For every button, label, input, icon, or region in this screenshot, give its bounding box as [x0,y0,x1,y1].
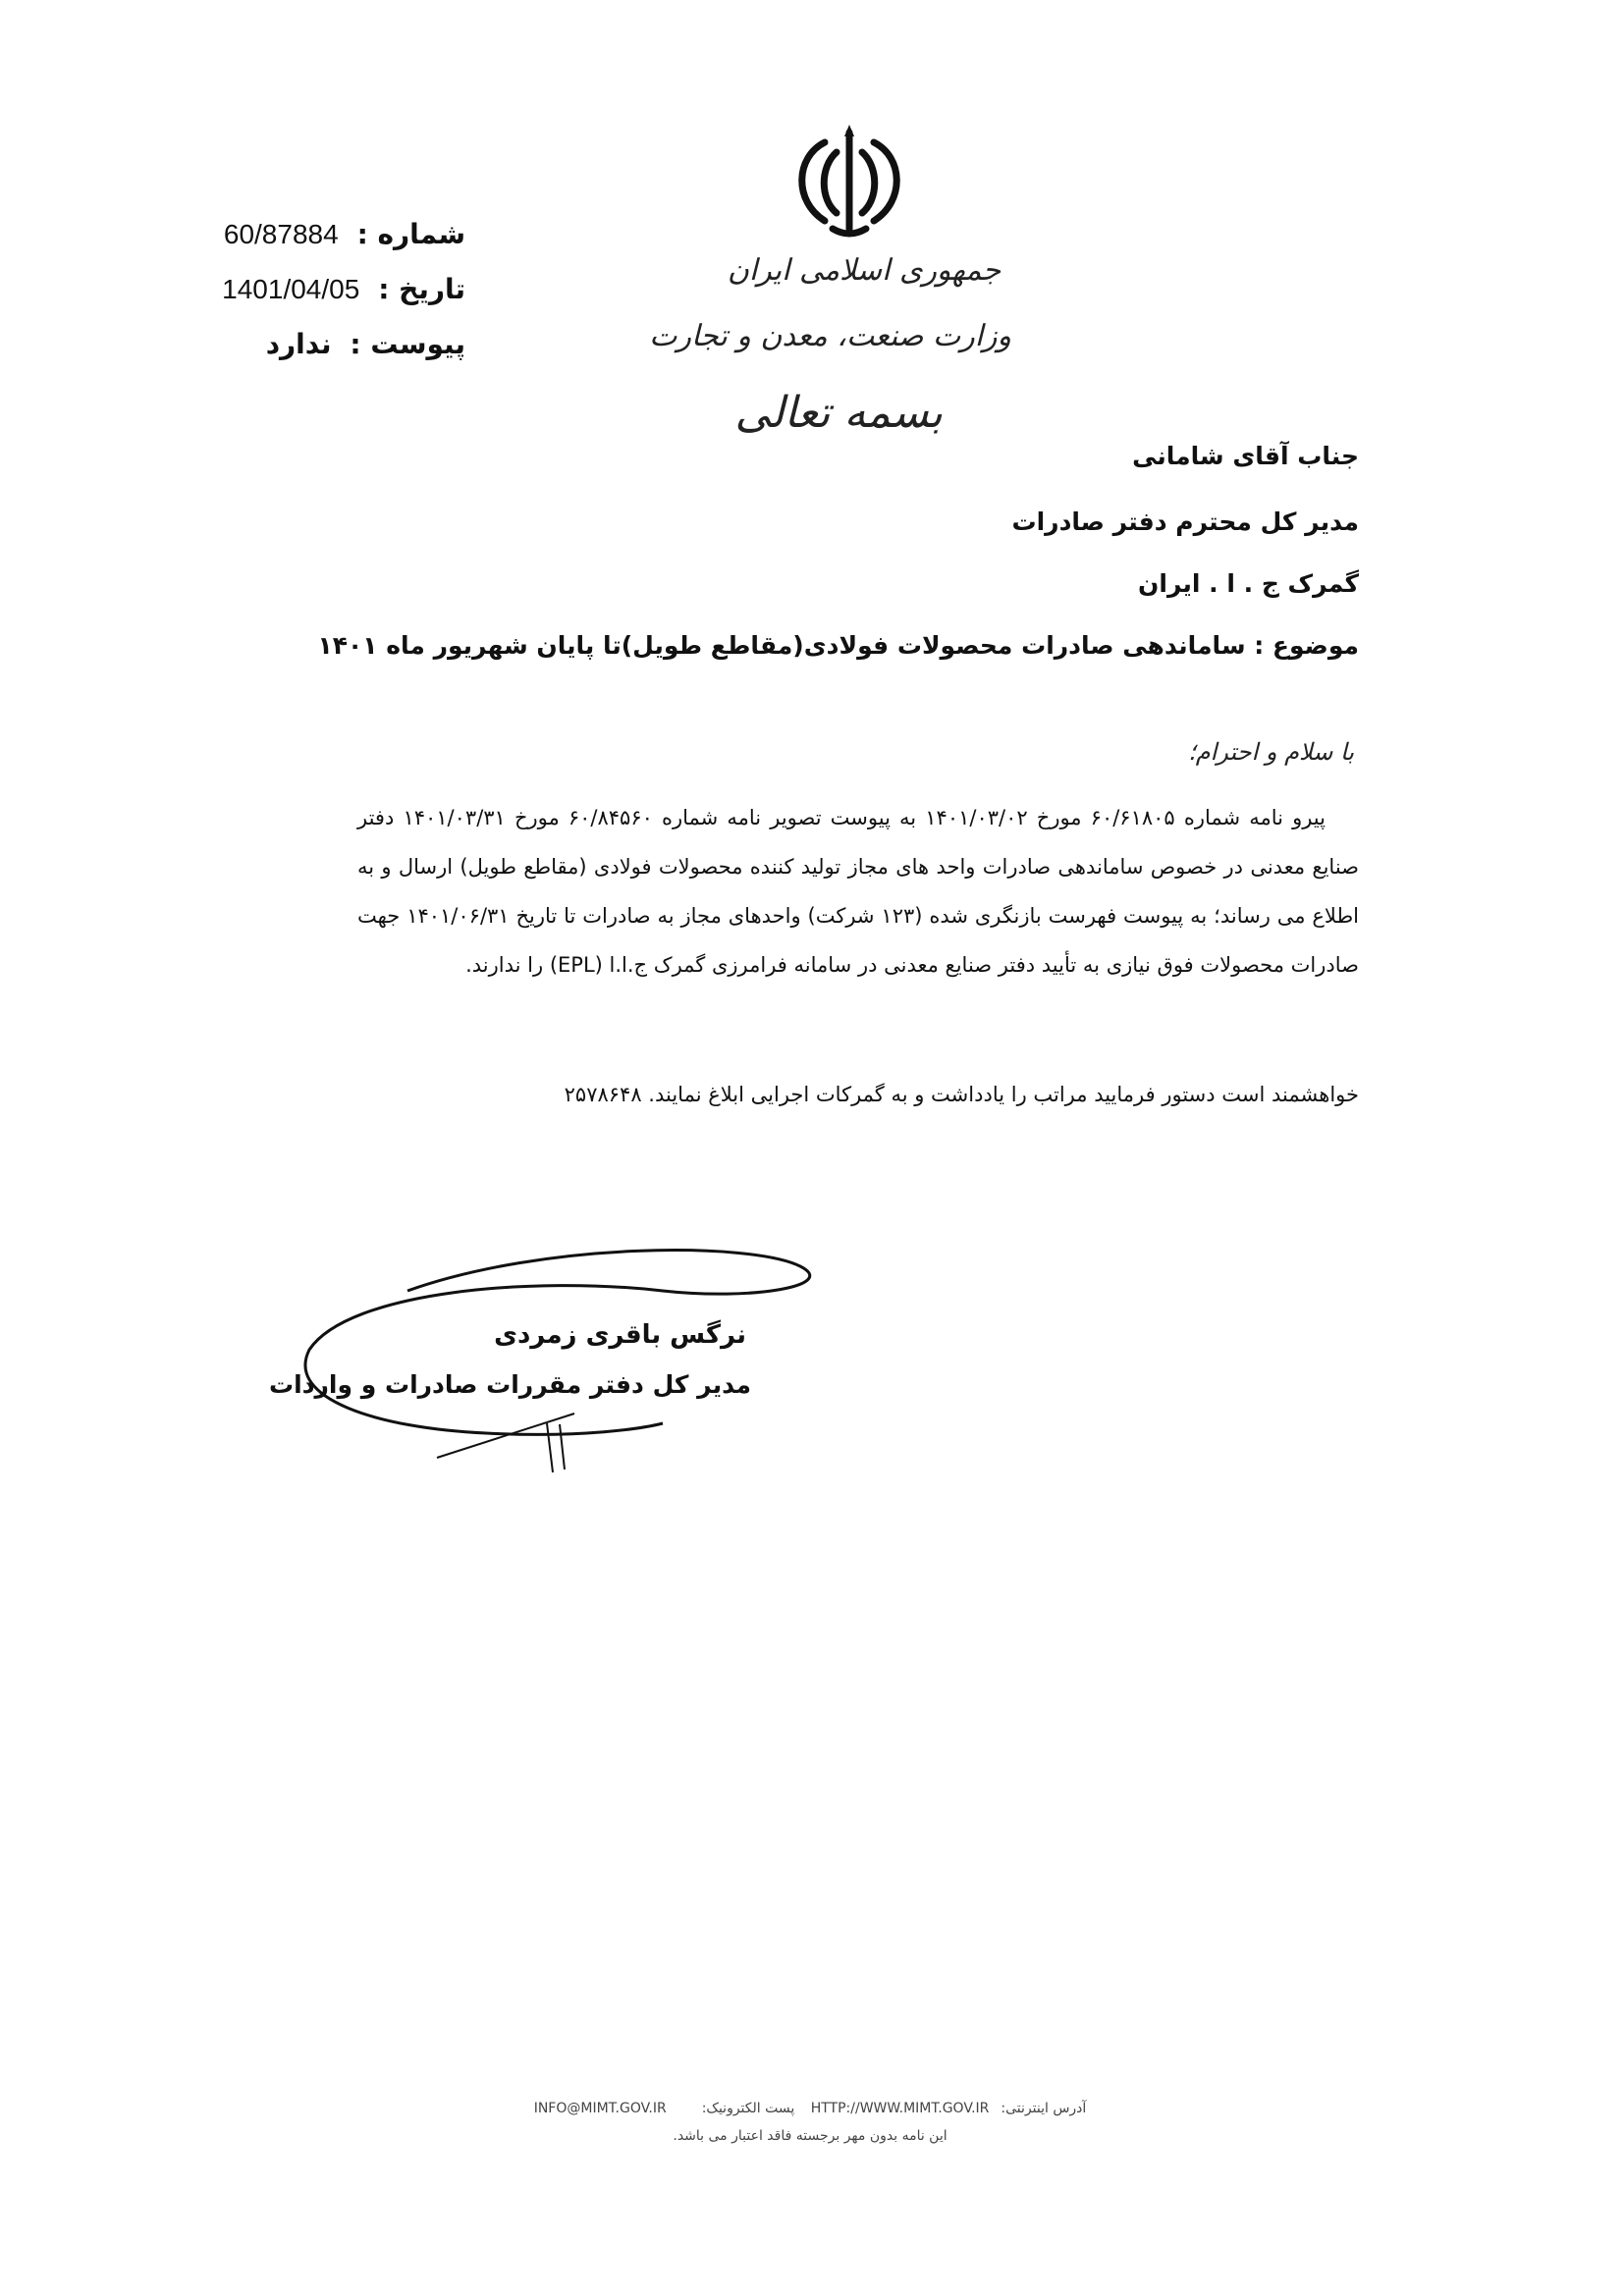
closing-line: خواهشمند است دستور فرمایید مراتب را یادداشت و به گمرکات اجرایی ابلاغ نمایند. ۲۵۷۸۶۴۸ [564,1083,1359,1106]
letter-date-label: تاریخ : [378,273,465,305]
ministry-name: وزارت صنعت، معدن و تجارت [649,319,1011,353]
letter-date [222,273,465,305]
country-name: جمهوری اسلامی ایران [727,253,1001,288]
footer [393,2101,1227,2169]
footer-contact [393,2101,1227,2116]
letter-body [357,793,1359,989]
footer-email-label: پست الکترونیک: [701,2101,795,2116]
signatory-title: مدیر کل دفتر مقررات صادرات و واردات [268,1370,751,1399]
letter-attachment-label: پیوست : [350,328,465,360]
addressee-position: مدیر کل محترم دفتر صادرات [1011,507,1359,536]
letter-date-value: 1401/04/05 [222,274,360,304]
greeting: با سلام و احترام؛ [1188,738,1354,766]
addressee-name: جناب آقای شامانی [1132,442,1359,470]
emblem-icon [785,123,913,245]
signature-scribble [268,1232,879,1487]
footer-web-value: HTTP://WWW.MIMT.GOV.IR [810,2101,990,2116]
letter-attachment-value: ندارد [265,328,332,360]
footer-note: این نامه بدون مهر برجسته فاقد اعتبار می باشد. [673,2128,947,2144]
signatory-name: نرگس باقری زمردی [494,1320,746,1350]
letter-attachment [266,328,465,360]
footer-email-value: INFO@MIMT.GOV.IR [533,2101,667,2116]
addressee-organization: گمرک ج . ا . ایران [1138,569,1359,598]
bismillah: بسمه تعالی [734,388,943,438]
body-paragraph: پیرو نامه شماره ۶۰/۶۱۸۰۵ مورخ ۱۴۰۱/۰۳/۰۲ به پیوست تصویر نامه شماره ۶۰/۸۴۵۶۰ مورخ ۱۴۰۱/۰۳/۳۱ دفتر صنایع معدنی در خصوص ساماندهی صادرات واحد های مجاز تولید کننده محصولات فولادی (مقاطع طویل) ارسال و به اطلاع می رساند؛ به پیوست فهرست بازنگری شده (۱۲۳ شرکت) واحدهای مجاز به صادرات تا تاریخ ۱۴۰۱/۰۶/۳۱ جهت صادرات محصولات فوق نیازی به تأیید دفتر صنایع معدنی در سامانه فرامرزی گمرک ج.ا.ا (EPL) را ندارند. [357,806,1359,977]
letter-subject: موضوع : ساماندهی صادرات محصولات فولادی(مقاطع طویل)تا پایان شهریور ماه ۱۴۰۱ [317,631,1359,660]
footer-web-label: آدرس اینترنتی: [1001,2101,1087,2116]
letter-number-value: 60/87884 [223,219,339,249]
letter-number [224,218,465,250]
letter-number-label: شماره : [356,218,465,250]
